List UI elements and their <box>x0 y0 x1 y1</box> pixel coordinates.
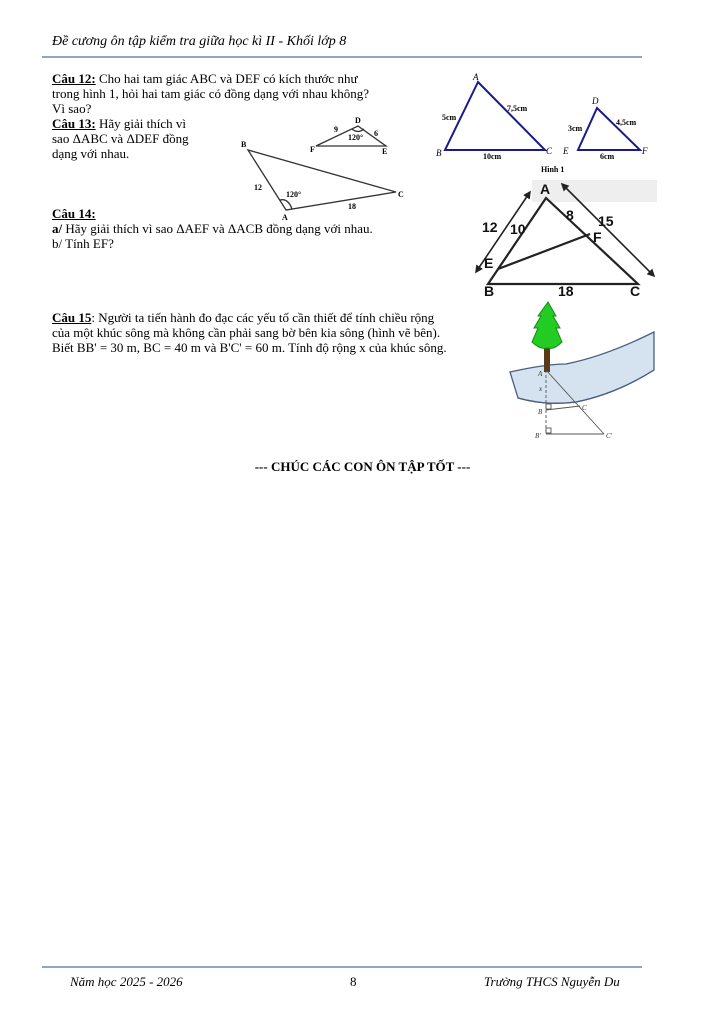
page-header-title: Đề cương ôn tập kiểm tra giữa học kì II - Khối lớp 8 <box>52 34 347 49</box>
fig1-side-ab: 5cm <box>442 113 457 122</box>
question-12 <box>52 71 369 116</box>
fig14-label-a: A <box>540 181 551 197</box>
question-12-line2: trong hình 1, hỏi hai tam giác có đồng dạng với nhau không? <box>52 86 370 101</box>
figure-15-river <box>506 298 656 450</box>
fig1-side-df: 4,5cm <box>616 118 637 127</box>
question-14-part-b: b/ Tính EF? <box>52 236 114 251</box>
fig14-side-af: 8 <box>566 207 574 223</box>
river-area <box>510 332 654 403</box>
fig13-label-f: F <box>310 145 315 154</box>
question-14-part-a: Hãy giải thích vì sao ΔAEF và ΔACB đồng dạng với nhau. <box>65 221 373 236</box>
fig15-label-b2: B' <box>535 432 541 440</box>
figure-13-triangles <box>236 112 416 222</box>
fig1-side-ef: 6cm <box>600 152 615 161</box>
fig15-label-a: A <box>538 370 543 378</box>
question-13-label: Câu 13: <box>52 116 96 131</box>
fig13-angle-d: 120° <box>348 133 364 142</box>
closing-message: --- CHÚC CÁC CON ÔN TẬP TỐT --- <box>254 459 471 474</box>
fig1-side-de: 3cm <box>568 124 583 133</box>
footer-page-number: 8 <box>350 974 357 989</box>
fig1-label-e: E <box>563 146 569 156</box>
fig1-side-ac: 7,5cm <box>507 104 528 113</box>
fig1-label-b: B <box>436 148 442 158</box>
fig13-angle-a: 120° <box>286 190 302 199</box>
fig1-caption: Hình 1 <box>541 165 565 174</box>
question-15 <box>52 310 447 355</box>
fig13-label-e: E <box>382 147 388 156</box>
right-angle-b <box>546 404 551 409</box>
footer-rule <box>42 966 642 968</box>
fig13-side-ac: 18 <box>348 202 356 211</box>
fig15-label-c2: C' <box>606 432 613 440</box>
triangle-def <box>578 108 640 150</box>
fig1-side-bc: 10cm <box>483 152 502 161</box>
fig13-label-d: D <box>355 116 361 125</box>
fig15-label-x: x <box>539 385 543 393</box>
question-12-line1: Cho hai tam giác ABC và DEF có kích thước như <box>98 71 358 86</box>
segment-ef <box>498 234 590 269</box>
fig14-background-band <box>532 180 657 202</box>
fig14-side-ac: 15 <box>598 213 614 229</box>
question-13-line1: Hãy giải thích vì <box>98 116 186 131</box>
tree-trunk <box>544 348 550 372</box>
tree-icon <box>532 302 562 348</box>
question-12-line3: Vì sao? <box>52 101 92 116</box>
fig13-label-c: C <box>398 190 404 199</box>
fig14-label-f: F <box>593 229 602 245</box>
header-rule <box>42 56 642 58</box>
question-13-line2: sao ΔABC và ΔDEF đồng <box>52 131 189 146</box>
fig14-label-c: C <box>630 283 641 299</box>
footer-school: Trường THCS Nguyễn Du <box>484 974 620 989</box>
question-13 <box>52 116 189 161</box>
fig1-label-f: F <box>642 146 648 156</box>
fig13-label-a: A <box>282 213 288 222</box>
fig14-side-ae: 10 <box>510 221 526 237</box>
question-14-label: Câu 14: <box>52 206 96 221</box>
fig1-label-c: C <box>546 146 553 156</box>
fig14-side-ab: 12 <box>482 219 498 235</box>
fig13-side-ab: 12 <box>254 183 262 192</box>
footer-year: Năm học 2025 - 2026 <box>70 974 183 989</box>
question-15-label: Câu 15 <box>52 310 92 325</box>
question-15-line1: : Người ta tiến hành đo đạc các yếu tố cần thiết để tính chiều rộng <box>91 310 435 325</box>
fig15-label-b: B <box>538 408 543 416</box>
fig14-label-b: B <box>484 283 495 299</box>
question-15-line2: của một khúc sông mà không cần phải sang bờ bên kia sông (hình vẽ bên). <box>52 325 441 340</box>
fig14-label-e: E <box>484 255 494 271</box>
fig1-label-d: D <box>592 96 599 106</box>
right-angle-b2 <box>546 428 551 433</box>
triangle-abc-13 <box>248 150 396 210</box>
fig1-label-a: A <box>473 72 479 82</box>
fig14-side-bc: 18 <box>558 283 574 299</box>
fig15-label-c: C <box>582 404 587 412</box>
question-14-part-a-label: a/ <box>52 221 63 236</box>
question-13-line3: dạng với nhau. <box>52 146 130 161</box>
question-12-label: Câu 12: <box>52 71 96 86</box>
triangle-abc <box>445 82 545 150</box>
figure-1-triangles <box>430 70 660 180</box>
fig13-label-b: B <box>241 140 247 149</box>
figure-14-triangle <box>462 178 662 300</box>
question-15-line3: Biết BB' = 30 m, BC = 40 m và B'C' = 60 m. Tính độ rộng x của khúc sông. <box>52 340 447 355</box>
fig13-side-df: 9 <box>334 125 338 134</box>
triangle-abc-14 <box>488 198 638 284</box>
fig13-side-de: 6 <box>374 129 378 138</box>
